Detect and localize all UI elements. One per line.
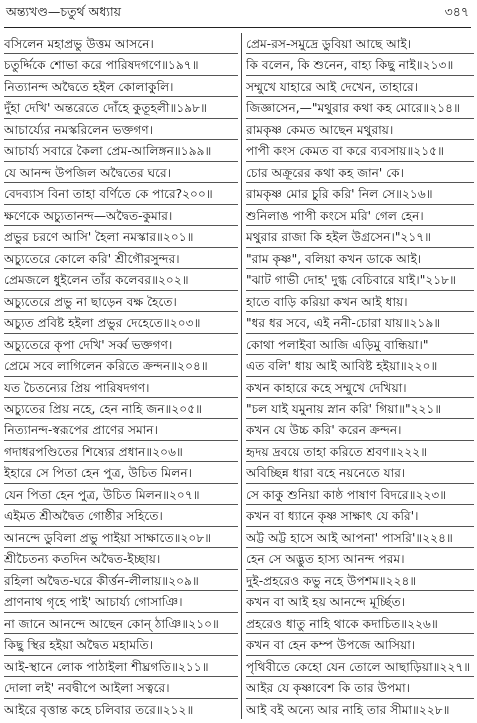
verse-line: অচ্যুতেরে কৃপা দেখি' সর্ব্ব ভক্তগণ। [4, 334, 238, 355]
verse-line: চোর অক্রূরের কথা কহ জান' কে। [246, 162, 474, 183]
verse-line: পৃথিবীতে কেহো যেন তোলে আছাড়িয়া॥২২৭॥ [246, 656, 474, 677]
verse-line: যে আনন্দ উপজিল অদ্বৈতের ঘরে। [4, 162, 238, 183]
verse-line: চতুর্দ্দিকে শোভা করে পারিষদগণে॥১৯৭॥ [4, 54, 238, 75]
verse-line: বেদব্যাস বিনা তাহা বর্ণিতে কে পারে?২০০॥ [4, 183, 238, 204]
verse-line: অবিচ্ছিন্ন ধারা বহে নয়নেতে যার। [246, 462, 474, 483]
verse-line: প্রাণনাথ গৃহে পাই' আচার্য্য গোসাঞি। [4, 591, 238, 612]
running-head [6, 4, 469, 24]
verse-line: কখন বা হেন কম্প উপজে আসিয়া। [246, 634, 474, 655]
verse-line: কখন কাহারে কহে সম্মুখে দেখিয়া। [246, 377, 474, 398]
header-rule [4, 27, 471, 28]
verse-line: কখন বা আই হয় আনন্দে মূর্চ্ছিত। [246, 591, 474, 612]
verse-line: প্রেমে সবে লাগিলেন করিতে ক্রন্দন॥২০৪॥ [4, 355, 238, 376]
verse-line: নিত্যানন্দ-স্বরূপের প্রাণের সমান। [4, 419, 238, 440]
verse-line: বসিলেন মহাপ্রভু উত্তম আসনে। [4, 33, 238, 54]
verse-line: "ঝাট গাভী দোহ' দুগ্ধ বেচিবারে যাই।"২১৮॥ [246, 269, 474, 290]
verse-line: পাপী কংস কেমত বা করে ব্যবসায়॥২১৫॥ [246, 140, 474, 161]
verse-line: রামকৃষ্ণ কেমত আছেন মথুরায়। [246, 119, 474, 140]
verse-line: কি বলেন, কি শুনেন, বাহ্য কিছু নাই॥২১৩॥ [246, 54, 474, 75]
verse-line: অচ্যুতের প্রিয় নহে, হেন নাহি জন॥২০৫॥ [4, 398, 238, 419]
verse-line: নিত্যানন্দ অদ্বৈতে হইল কোলাকুলি। [4, 76, 238, 97]
verse-line: দুই-প্রহরেও কভু নহে উপশম॥২২৪॥ [246, 570, 474, 591]
verse-line: অচ্যুতেরে কোলে করি' শ্রীগৌরসুন্দর। [4, 248, 238, 269]
verse-line: অচ্যুত প্রবিষ্ট হইলা প্রভুর দেহেতে॥২০৩॥ [4, 312, 238, 333]
verse-line: আচার্য্যের নমস্করিলেন ভক্তগণ। [4, 119, 238, 140]
verse-line: সে কাকু শুনিয়া কাষ্ঠ পাষাণ বিদরে॥২২৩॥ [246, 484, 474, 505]
verse-line: যেন পিতা হেন পুত্র, উচিত মিলন॥২০৭॥ [4, 484, 238, 505]
verse-line: যত চৈতন্যের প্রিয় পারিষদগণ। [4, 377, 238, 398]
verse-line: না জানে আনন্দে আছেন কোন্ ঠাঞি॥২১০॥ [4, 613, 238, 634]
verse-line: কোথা পলাইবা আজি এড়িমু বান্ধিয়া।" [246, 334, 474, 355]
verse-line: কখন বা ধ্যানে কৃষ্ণ সাক্ষাৎ যে করি'। [246, 505, 474, 526]
left-column [4, 33, 238, 719]
verse-line: শুনিলাঙ পাপী কংসে মরি' গেল হেন। [246, 205, 474, 226]
verse-line: প্রভুর চরণে আসি' হৈলা নমস্কার॥২০১॥ [4, 226, 238, 247]
verse-line: শ্রীচৈতন্য কতদিন অদ্বৈত-ইচ্ছায়। [4, 548, 238, 569]
verse-line: কিছু স্থির হইয়া অদ্বৈত মহামতি। [4, 634, 238, 655]
verse-line: এইমত শ্রীঅদ্বৈত গোষ্ঠীর সহিতে। [4, 505, 238, 526]
page-number: ৩৪৭ [444, 4, 469, 19]
verse-line: আই বই অন্যে আর নাহি তার সীমা॥২২৮॥ [246, 702, 450, 717]
verse-line: হৃদয় দ্রবয়ে তাহা করিতে শ্রবণ॥২২২॥ [246, 441, 474, 462]
verse-line: আনন্দে ডুবিলা প্রভু পাইয়া সাক্ষাতে॥২০৮॥ [4, 527, 238, 548]
verse-line: রামকৃষ্ণ মোর চুরি করি' নিল সে॥২১৬॥ [246, 183, 474, 204]
verse-line: প্রেম-রস-সমুদ্রে ডুবিয়া আছে আই। [246, 33, 474, 54]
verse-line: আই-স্থানে লোক পাঠাইলা শীঘ্রগতি॥২১১॥ [4, 656, 238, 677]
verse-line: মথুরার রাজা কি হইল উগ্রসেন।"২১৭॥ [246, 226, 474, 247]
verse-line: দোলা লই' নবদ্বীপে আইলা সত্বরে। [4, 677, 238, 698]
verse-line: হাতে বাড়ি করিয়া কখন আই ধায়। [246, 291, 474, 312]
verse-line: রহিলা অদ্বৈত-ঘরে কীর্ত্তন-লীলায়॥২০৯॥ [4, 570, 238, 591]
verse-line: কখন যে উচ্চ করি' করেন ক্রন্দন। [246, 419, 474, 440]
right-column [246, 33, 474, 719]
verse-line: আইর যে কৃষ্ণাবেশ কি তার উপমা। [246, 677, 474, 698]
verse-line: "রাম কৃষ্ণ", বলিয়া কখন ডাকে আই। [246, 248, 474, 269]
verse-line: ইহারে সে পিতা হেন পুত্র, উচিত মিলন। [4, 462, 238, 483]
verse-line: সম্মুখে যাহারে আই দেখেন, তাহারে। [246, 76, 474, 97]
verse-line: ক্ষণেকে অচ্যুতানন্দ—অদ্বৈত-কুমার। [4, 205, 238, 226]
verse-line: আইরে বৃত্তান্ত কহে চলিবার তরে॥২১২॥ [4, 702, 194, 717]
column-divider [241, 33, 242, 719]
verse-line: দুঁহা দেখি' অন্তরেতে দোঁহে কুতূহলী॥১৯৮॥ [4, 97, 238, 118]
verse-line: "ধর ধর সবে, এই ননী-চোরা যায়॥২১৯॥ [246, 312, 474, 333]
verse-line: হেন সে অদ্ভুত হাস্য আনন্দ পরম। [246, 548, 474, 569]
verse-line: জিজ্ঞাসেন,—"মথুরার কথা কহ মোরে॥২১৪॥ [246, 97, 474, 118]
verse-line: আচার্য্য সবারে কৈলা প্রেম-আলিঙ্গন॥১৯৯॥ [4, 140, 238, 161]
verse-line: এত বলি' ধায় আই আবিষ্ট হইয়া॥২২০॥ [246, 355, 474, 376]
verse-line: প্রহরেও ধাতু নাহি থাকে কদাচিত॥২২৬॥ [246, 613, 474, 634]
verse-line: প্রেমজলে ধুইলেন তাঁর কলেবর॥২০২॥ [4, 269, 238, 290]
verse-line: অট্ট অট্ট হাসে আই আপনা' পাসরি'॥২২৪॥ [246, 527, 474, 548]
chapter-title: অন্ত্যখণ্ড—চতুর্থ অধ্যায় [6, 4, 122, 19]
verse-line: অচ্যুতেরে প্রভু না ছাড়েন বক্ষ হৈতে। [4, 291, 238, 312]
verse-line: "চল যাই যমুনায় স্নান করি' গিয়া॥"২২১॥ [246, 398, 474, 419]
verse-line: গদাধরপণ্ডিতের শিষ্যের প্রধান॥২০৬॥ [4, 441, 238, 462]
